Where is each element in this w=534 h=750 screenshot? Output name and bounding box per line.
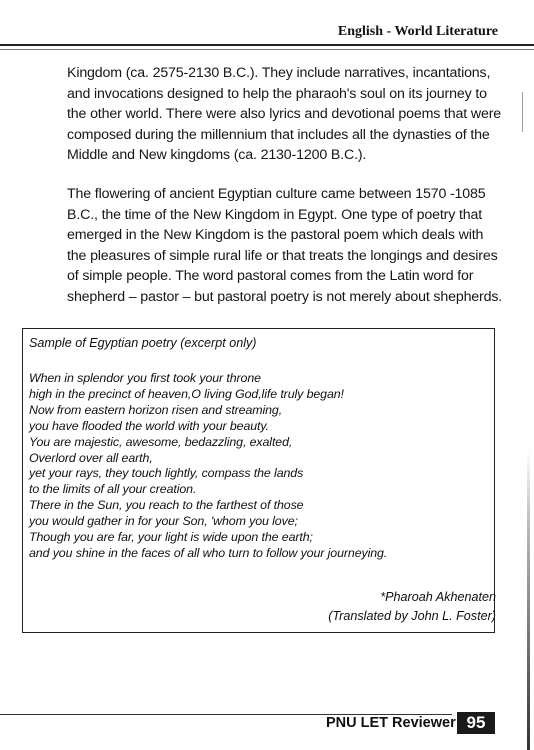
body-paragraph-2: The flowering of ancient Egyptian culture came between 1570 -1085 B.C., the time of the New Kingdom in Egypt. One type of poetry that emerged in the New Kingdom is the pastoral poem which deals with the pleasures of simple rural life or that treats the longings and desires of simple people. The word pastoral comes from the Latin word for shepherd – pastor – but pastoral poetry is not merely about shepherds. bbox=[67, 186, 503, 305]
poem-line: and you shine in the faces of all who turn to follow your journeying. bbox=[29, 545, 388, 560]
poem-line: yet your rays, they touch lightly, compass the lands bbox=[29, 466, 304, 481]
page-number: 95 bbox=[457, 712, 495, 734]
poem-line: Now from eastern horizon risen and streaming, bbox=[29, 402, 283, 417]
poem-line: you have flooded the world with your beauty. bbox=[29, 418, 269, 433]
poem-line: you would gather in for your Son, 'whom you love; bbox=[29, 514, 298, 529]
poem-attribution bbox=[328, 588, 496, 626]
scan-mark bbox=[522, 92, 523, 132]
poem-line: You are majestic, awesome, bedazzling, exalted, bbox=[29, 434, 293, 449]
header-rule bbox=[0, 44, 534, 46]
poem-excerpt bbox=[29, 371, 489, 562]
poem-author: *Pharoah Akhenaten bbox=[380, 590, 496, 604]
body-paragraph-1: Kingdom (ca. 2575-2130 B.C.). They include narratives, incantations, and invocations designed to help the pharaoh's soul on its journey to the other world. There were also lyrics and devotional poems that were composed during the millennium that includes all the dynasties of the Middle and New kingdoms (ca. 2130-1200 B.C.). bbox=[67, 65, 502, 163]
poem-line: Overlord over all earth, bbox=[29, 450, 153, 465]
running-header-title: English - World Literature bbox=[337, 24, 498, 39]
poem-line: When in splendor you first took your throne bbox=[29, 371, 261, 385]
poem-translator: (Translated by John L. Foster) bbox=[328, 609, 496, 623]
header-rule-thin bbox=[0, 49, 534, 50]
scan-edge-shadow bbox=[527, 0, 530, 750]
poem-line: high in the precinct of heaven,O living God,life truly began! bbox=[29, 386, 344, 401]
poem-line: There in the Sun, you reach to the farthest of those bbox=[29, 498, 304, 513]
poetry-sample-title: Sample of Egyptian poetry (excerpt only) bbox=[29, 336, 257, 350]
footer-label: PNU LET Reviewer bbox=[326, 715, 456, 731]
poem-line: Though you are far, your light is wide upon the earth; bbox=[29, 530, 313, 545]
poem-line: to the limits of all your creation. bbox=[29, 482, 197, 497]
